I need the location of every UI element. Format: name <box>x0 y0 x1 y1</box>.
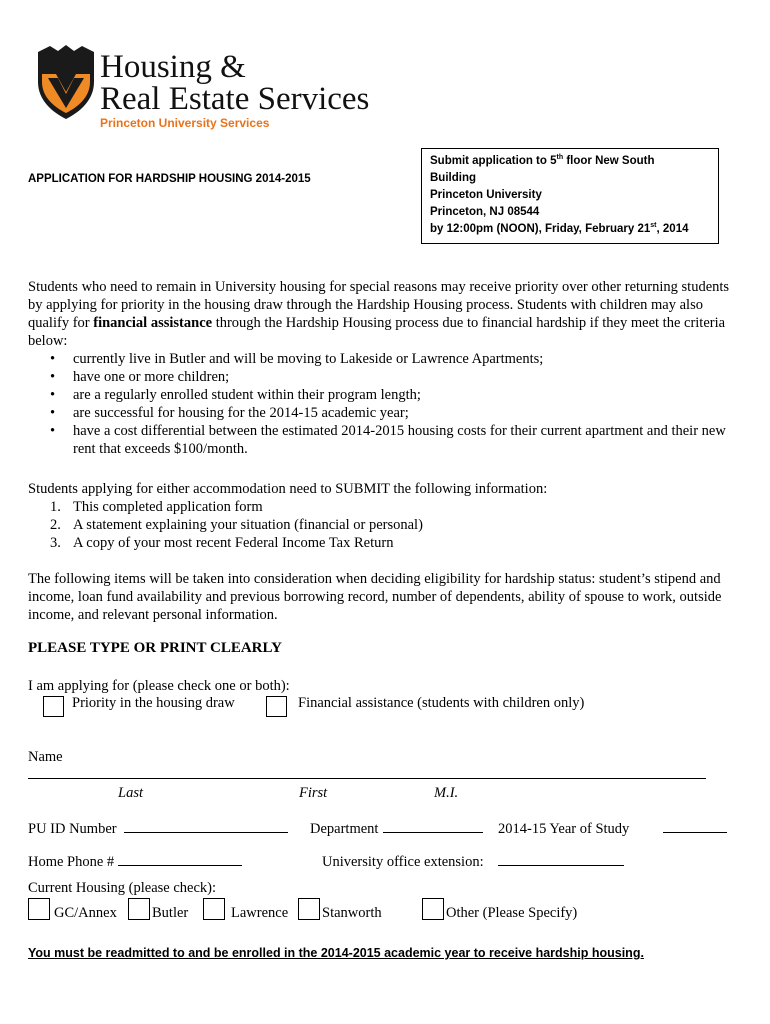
name-first-caption: First <box>299 785 328 801</box>
department-input-line[interactable] <box>383 832 483 833</box>
requirements-list <box>28 498 743 552</box>
requirement-item: 1. This completed application form <box>50 499 263 515</box>
submit-line-4: Princeton, NJ 08544 <box>430 206 540 218</box>
logo-title-line2: Real Estate Services <box>100 81 370 117</box>
submission-info-box <box>421 148 719 244</box>
other-label: Other (Please Specify) <box>446 905 578 921</box>
logo-title-line1: Housing & <box>100 49 246 85</box>
consideration-paragraph: The following items will be taken into consideration when deciding eligibility for hardship status: student’s stipend and income, loan fund availability and previous borrowing record, number of dependents, ability of spouse to work, outside income, and relevant personal information. <box>28 571 722 623</box>
logo-subtitle: Princeton University Services <box>100 116 270 130</box>
office-extension-input-line[interactable] <box>498 865 624 866</box>
name-last-caption: Last <box>118 785 143 801</box>
stanworth-label: Stanworth <box>322 905 382 921</box>
name-mi-caption: M.I. <box>434 785 459 801</box>
form-title: APPLICATION FOR HARDSHIP HOUSING 2014-2015 <box>28 173 311 185</box>
criteria-list <box>28 350 743 458</box>
submit-line-3: Princeton University <box>430 189 542 201</box>
submit-line-1: Submit application to 5th floor New South <box>430 154 655 167</box>
home-phone-label: Home Phone # <box>28 854 115 870</box>
home-phone-input-line[interactable] <box>118 865 242 866</box>
submit-line-2: Building <box>430 172 476 184</box>
applying-lead: I am applying for (please check one or both): <box>28 678 290 694</box>
intro-section <box>28 278 743 458</box>
current-housing-lead: Current Housing (please check): <box>28 880 217 896</box>
butler-checkbox[interactable] <box>128 898 150 920</box>
submit-requirements <box>28 480 743 552</box>
criteria-item: • are a regularly enrolled student within their program length; <box>28 386 743 404</box>
department-label: Department <box>310 821 379 837</box>
lawrence-checkbox[interactable] <box>203 898 225 920</box>
office-extension-label: University office extension: <box>322 854 484 870</box>
lawrence-label: Lawrence <box>231 905 289 921</box>
stanworth-checkbox[interactable] <box>298 898 320 920</box>
readmission-notice: You must be readmitted to and be enrolled in the 2014-2015 academic year to receive hardship housing. <box>28 946 644 960</box>
other-checkbox[interactable] <box>422 898 444 920</box>
pu-id-input-line[interactable] <box>124 832 288 833</box>
pu-id-label: PU ID Number <box>28 821 117 837</box>
intro-paragraph: Students who need to remain in University housing for special reasons may receive priority over other returning students by applying for priority in the housing draw through the Hardship Housing process. Students with children may also qualify for financial assistance through the Hardship Housing process due to financial hardship if they meet the criteria below: <box>28 279 730 349</box>
requirement-item: 3. A copy of your most recent Federal Income Tax Return <box>50 535 394 551</box>
year-of-study-label: 2014-15 Year of Study <box>498 821 630 837</box>
print-clearly-heading: PLEASE TYPE OR PRINT CLEARLY <box>28 640 282 656</box>
name-input-line[interactable] <box>28 778 706 779</box>
name-label: Name <box>28 749 63 765</box>
gc-annex-checkbox[interactable] <box>28 898 50 920</box>
shield-logo-icon <box>36 44 96 120</box>
submit-line-5: by 12:00pm (NOON), Friday, February 21st, 2014 <box>430 222 689 235</box>
priority-label: Priority in the housing draw <box>72 695 235 711</box>
criteria-item: • currently live in Butler and will be moving to Lakeside or Lawrence Apartments; <box>28 350 743 368</box>
criteria-item: • have one or more children; <box>28 368 743 386</box>
butler-label: Butler <box>152 905 189 921</box>
criteria-item: • are successful for housing for the 2014-15 academic year; <box>28 404 743 422</box>
gc-annex-label: GC/Annex <box>54 905 117 921</box>
financial-assistance-checkbox[interactable] <box>266 696 287 717</box>
year-of-study-input-line[interactable] <box>663 832 727 833</box>
requirement-item: 2. A statement explaining your situation (financial or personal) <box>50 517 423 533</box>
financial-assistance-label: Financial assistance (students with children only) <box>298 695 585 711</box>
priority-checkbox[interactable] <box>43 696 64 717</box>
criteria-item: • have a cost differential between the estimated 2014-2015 housing costs for their current apartment and their new rent that exceeds $100/month. <box>28 422 743 458</box>
submit-requirements-lead: Students applying for either accommodation need to SUBMIT the following information: <box>28 481 548 497</box>
